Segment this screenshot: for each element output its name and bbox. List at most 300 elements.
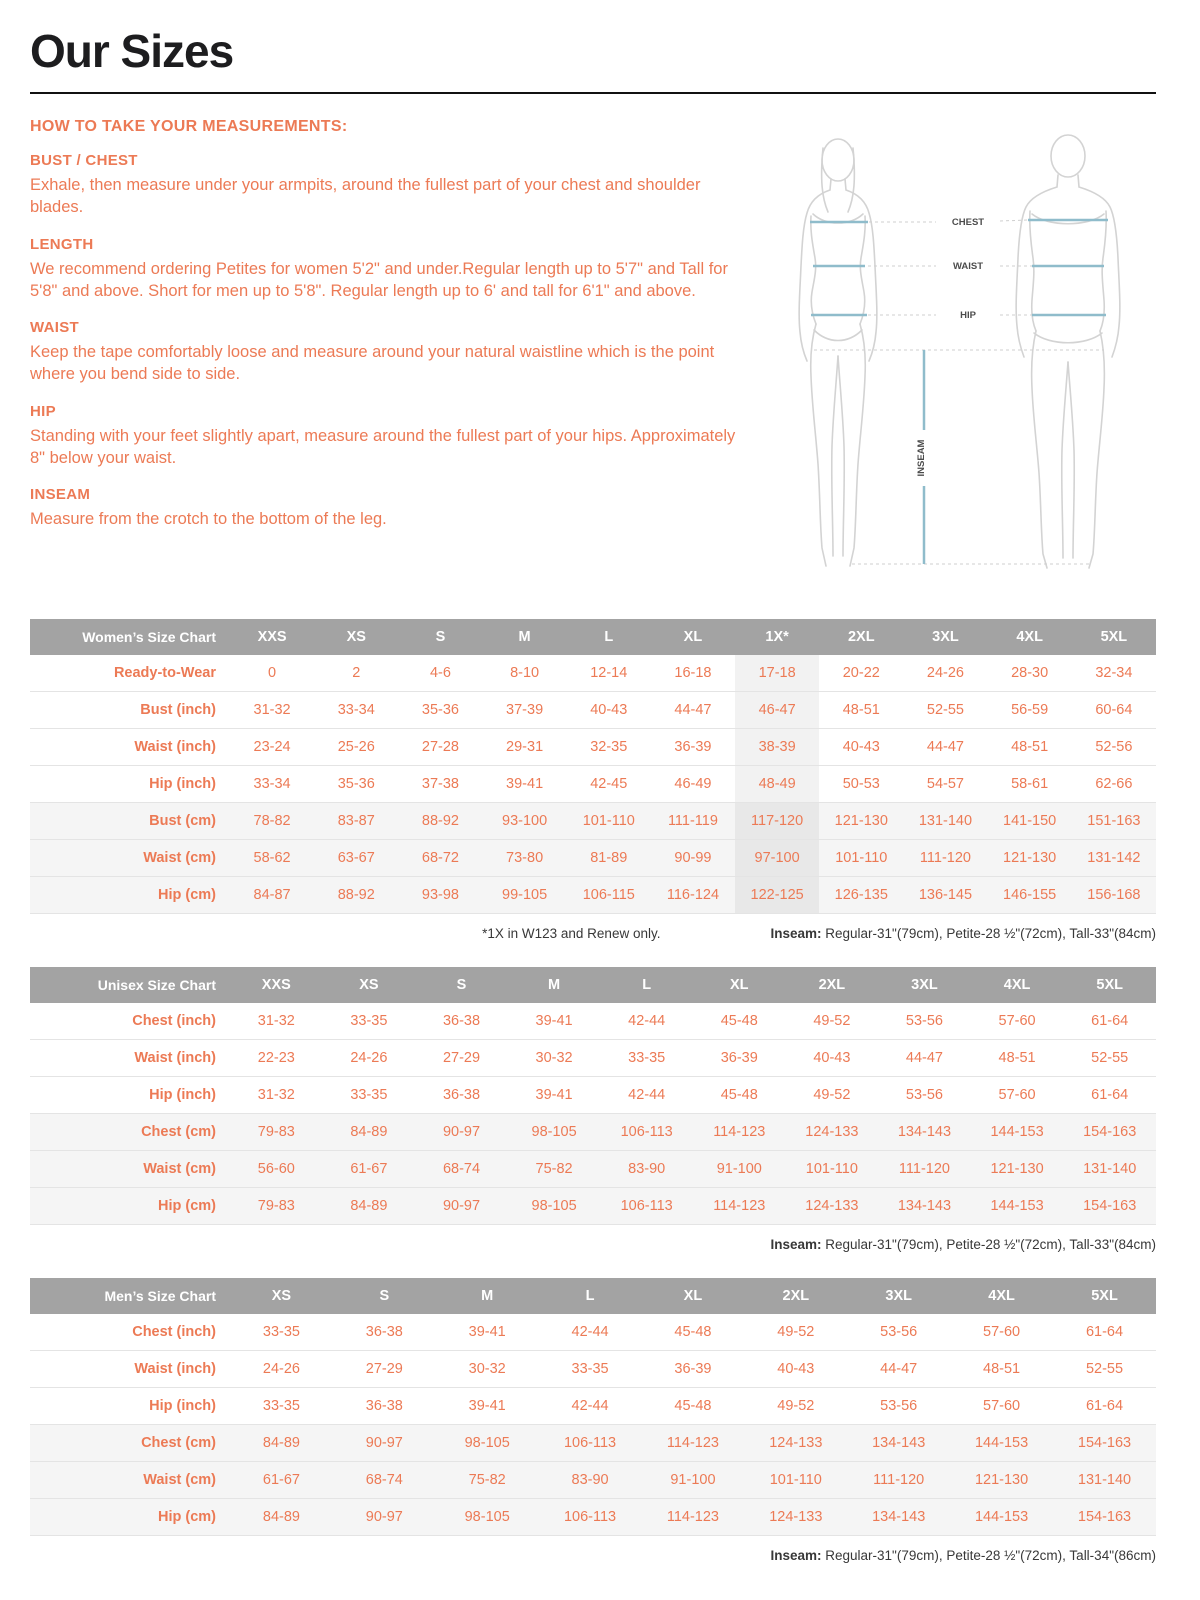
size-value: 36-38 — [442, 1087, 481, 1103]
size-value: 2 — [352, 665, 361, 681]
size-value: 154-163 — [1077, 1509, 1132, 1525]
size-value: 22-23 — [257, 1050, 295, 1066]
instruction-title: INSEAM — [30, 486, 91, 504]
size-row — [30, 1040, 1156, 1077]
size-value: 44-47 — [926, 739, 964, 755]
size-column-header: M — [483, 619, 567, 655]
size-value: 31-32 — [257, 1013, 295, 1029]
size-value: 154-163 — [1083, 1124, 1137, 1140]
size-table — [30, 619, 1156, 914]
size-row — [30, 1188, 1156, 1225]
size-value: 84-87 — [253, 887, 291, 903]
size-value: 141-150 — [1003, 813, 1057, 829]
size-value: 27-29 — [365, 1361, 403, 1377]
size-value: 52-56 — [1095, 739, 1133, 755]
size-value: 40-43 — [777, 1361, 815, 1377]
size-value: 134-143 — [897, 1124, 952, 1140]
row-label: Hip (cm) — [158, 1509, 216, 1525]
size-value: 40-43 — [842, 739, 880, 755]
table-footnote: *1X in W123 and Renew only. — [482, 926, 661, 941]
size-value: 154-163 — [1077, 1435, 1132, 1451]
size-value: 24-26 — [262, 1361, 300, 1377]
size-value: 56-59 — [1011, 702, 1049, 718]
size-value: 39-41 — [535, 1013, 573, 1029]
size-value: 84-89 — [262, 1509, 300, 1525]
size-value: 101-110 — [835, 850, 888, 866]
size-value: 84-89 — [262, 1435, 300, 1451]
size-row — [30, 1077, 1156, 1114]
size-value: 75-82 — [468, 1472, 506, 1488]
size-value: 42-44 — [571, 1398, 609, 1414]
size-column-header: 5XL — [1063, 967, 1156, 1003]
size-value: 88-92 — [337, 887, 375, 903]
instruction-body: Standing with your feet slightly apart, measure around the fullest part of your hips. Approximately 8" below your waist. — [30, 426, 736, 467]
size-column-header: XL — [642, 1278, 745, 1314]
instruction-title: WAIST — [30, 319, 79, 337]
size-value: 45-48 — [674, 1324, 712, 1340]
row-label: Chest (cm) — [141, 1124, 216, 1140]
size-value: 40-43 — [813, 1050, 851, 1066]
size-value: 54-57 — [926, 776, 964, 792]
row-label: Waist (cm) — [143, 850, 216, 866]
size-column-header: L — [600, 967, 693, 1003]
size-row — [30, 877, 1156, 914]
size-column-header: 2XL — [786, 967, 879, 1003]
size-value: 30-32 — [535, 1050, 573, 1066]
size-value: 35-36 — [421, 702, 459, 718]
body-diagram — [756, 118, 1156, 588]
size-column-header: S — [415, 967, 508, 1003]
size-value: 23-24 — [253, 739, 291, 755]
size-value: 156-168 — [1087, 887, 1141, 903]
size-column-header: S — [333, 1278, 436, 1314]
size-value: 57-60 — [983, 1398, 1021, 1414]
size-value: 131-140 — [918, 813, 973, 829]
size-value: 4-6 — [429, 665, 451, 681]
size-value: 36-38 — [365, 1398, 403, 1414]
size-value: 33-35 — [571, 1361, 609, 1377]
size-row — [30, 1151, 1156, 1188]
size-value: 35-36 — [337, 776, 375, 792]
measurement-instructions — [30, 118, 740, 547]
size-value: 68-72 — [421, 850, 459, 866]
chest-label: CHEST — [951, 217, 985, 228]
size-row — [30, 803, 1156, 840]
size-value: 136-145 — [918, 887, 973, 903]
size-value: 36-38 — [365, 1324, 403, 1340]
size-value: 37-38 — [421, 776, 459, 792]
instruction-body: Exhale, then measure under your armpits, around the fullest part of your chest and shoulder blades. — [30, 176, 701, 217]
row-label: Chest (inch) — [132, 1013, 216, 1029]
size-value: 36-39 — [674, 1361, 712, 1377]
instruction-section — [30, 236, 740, 303]
size-value: 27-28 — [421, 739, 459, 755]
waist-label: WAIST — [952, 261, 984, 272]
size-value: 44-47 — [905, 1050, 943, 1066]
size-value: 79-83 — [257, 1124, 295, 1140]
size-value: 48-51 — [1011, 739, 1049, 755]
size-value: 61-64 — [1085, 1324, 1124, 1340]
instructions-heading: HOW TO TAKE YOUR MEASUREMENTS: — [30, 118, 348, 135]
size-value: 93-100 — [502, 813, 548, 829]
size-value: 33-35 — [628, 1050, 666, 1066]
size-column-header: 3XL — [847, 1278, 950, 1314]
inseam-label: INSEAM — [916, 439, 927, 477]
size-row — [30, 1114, 1156, 1151]
size-value: 31-32 — [257, 1087, 295, 1103]
size-value: 98-105 — [464, 1435, 510, 1451]
size-value: 36-39 — [720, 1050, 758, 1066]
size-value: 134-143 — [897, 1198, 952, 1214]
hip-label: HIP — [960, 310, 976, 321]
row-label: Ready-to-Wear — [113, 665, 216, 681]
table-footnotes — [30, 1237, 1156, 1252]
row-label: Waist (inch) — [134, 1361, 216, 1377]
size-value: 111-120 — [873, 1472, 925, 1488]
size-value: 36-38 — [442, 1013, 481, 1029]
male-figure-outline — [1016, 135, 1120, 568]
size-value: 83-87 — [337, 813, 375, 829]
size-value: 131-142 — [1087, 850, 1141, 866]
size-column-header: XXS — [230, 967, 323, 1003]
size-value: 83-90 — [628, 1161, 666, 1177]
size-value: 117-120 — [735, 803, 819, 840]
size-value: 52-55 — [1091, 1050, 1129, 1066]
size-value: 12-14 — [590, 665, 628, 681]
size-value: 73-80 — [506, 850, 544, 866]
table-title: Women’s Size Chart — [30, 619, 230, 655]
size-value: 58-61 — [1011, 776, 1049, 792]
size-value: 39-41 — [506, 776, 544, 792]
size-value: 49-52 — [813, 1013, 851, 1029]
size-value: 84-89 — [350, 1198, 388, 1214]
size-value: 30-32 — [468, 1361, 506, 1377]
size-value: 111-120 — [919, 850, 971, 866]
size-value: 75-82 — [535, 1161, 573, 1177]
size-value: 61-67 — [262, 1472, 300, 1488]
size-value: 144-153 — [974, 1509, 1029, 1525]
instruction-section — [30, 319, 740, 386]
size-row — [30, 729, 1156, 766]
size-row — [30, 1425, 1156, 1462]
instruction-sections — [30, 152, 740, 530]
instruction-body: We recommend ordering Petites for women 5'2" and under.Regular length up to 5'7" and Tall for 5'8" and above. Short for men up to 5'8". Regular length up to 6' and tall for 6'1" and above. — [30, 259, 728, 300]
size-value: 83-90 — [571, 1472, 609, 1488]
size-value: 124-133 — [769, 1435, 823, 1451]
instruction-body: Measure from the crotch to the bottom of the leg. — [30, 510, 387, 529]
size-value: 121-130 — [974, 1472, 1029, 1488]
size-value: 98-105 — [464, 1509, 510, 1525]
size-value: 31-32 — [253, 702, 291, 718]
size-value: 33-35 — [262, 1324, 300, 1340]
size-column-header: 3XL — [903, 619, 987, 655]
size-value: 49-52 — [813, 1087, 851, 1103]
size-column-header: 5XL — [1072, 619, 1156, 655]
size-value: 38-39 — [735, 729, 819, 766]
row-label: Waist (inch) — [134, 739, 216, 755]
size-value: 57-60 — [983, 1324, 1021, 1340]
womens-size-chart — [30, 619, 1156, 941]
inseam-note: Inseam: Regular-31"(79cm), Petite-28 ½"(72cm), Tall-33"(84cm) — [770, 926, 1156, 941]
size-value: 42-44 — [571, 1324, 609, 1340]
size-value: 53-56 — [880, 1324, 918, 1340]
size-row — [30, 1351, 1156, 1388]
size-value: 78-82 — [253, 813, 291, 829]
size-value: 33-34 — [337, 702, 375, 718]
size-value: 90-97 — [442, 1124, 481, 1140]
size-value: 124-133 — [805, 1124, 859, 1140]
size-value: 29-31 — [506, 739, 544, 755]
size-column-header: 4XL — [950, 1278, 1053, 1314]
size-value: 33-35 — [350, 1013, 388, 1029]
size-value: 48-51 — [983, 1361, 1021, 1377]
size-column-header: M — [436, 1278, 539, 1314]
unisex-size-chart — [30, 967, 1156, 1252]
size-value: 144-153 — [990, 1198, 1044, 1214]
size-value: 106-113 — [620, 1124, 673, 1140]
table-title: Unisex Size Chart — [30, 967, 230, 1003]
row-label: Waist (inch) — [134, 1050, 216, 1066]
size-column-header: XL — [693, 967, 786, 1003]
size-value: 122-125 — [735, 877, 819, 914]
size-value: 57-60 — [998, 1013, 1036, 1029]
size-value: 106-113 — [563, 1509, 617, 1525]
size-value: 42-45 — [590, 776, 628, 792]
size-value: 124-133 — [769, 1509, 823, 1525]
size-value: 45-48 — [674, 1398, 712, 1414]
table-footnotes — [30, 1548, 1156, 1563]
size-column-header: S — [398, 619, 482, 655]
row-label: Waist (cm) — [143, 1161, 216, 1177]
size-value: 8-10 — [510, 665, 540, 681]
size-value: 42-44 — [628, 1013, 666, 1029]
size-value: 154-163 — [1083, 1198, 1137, 1214]
size-row — [30, 1499, 1156, 1536]
size-value: 91-100 — [716, 1161, 762, 1177]
size-value: 90-99 — [674, 850, 712, 866]
size-value: 45-48 — [720, 1013, 758, 1029]
size-value: 99-105 — [502, 887, 548, 903]
size-column-header: 3XL — [878, 967, 971, 1003]
size-row — [30, 1388, 1156, 1425]
size-value: 52-55 — [926, 702, 964, 718]
size-value: 33-35 — [262, 1398, 300, 1414]
size-value: 111-119 — [667, 813, 718, 829]
size-value: 36-39 — [674, 739, 712, 755]
size-row — [30, 1462, 1156, 1499]
size-value: 124-133 — [805, 1198, 859, 1214]
size-value: 0 — [268, 665, 277, 681]
page-title: Our Sizes — [30, 25, 234, 77]
size-value: 81-89 — [590, 850, 628, 866]
mens-size-chart — [30, 1278, 1156, 1563]
size-value: 121-130 — [1003, 850, 1057, 866]
size-column-header: XL — [651, 619, 735, 655]
size-value: 53-56 — [905, 1087, 943, 1103]
size-row — [30, 766, 1156, 803]
size-value: 101-110 — [805, 1161, 858, 1177]
size-value: 126-135 — [834, 887, 888, 903]
size-value: 144-153 — [990, 1124, 1044, 1140]
size-value: 90-97 — [365, 1435, 403, 1451]
size-column-header: 2XL — [819, 619, 903, 655]
inseam-note: Inseam: Regular-31"(79cm), Petite-28 ½"(72cm), Tall-34"(86cm) — [770, 1548, 1156, 1563]
size-column-header: 4XL — [971, 967, 1064, 1003]
size-value: 121-130 — [834, 813, 888, 829]
row-label: Hip (cm) — [158, 1198, 216, 1214]
measurement-diagram — [756, 118, 1156, 593]
size-row — [30, 692, 1156, 729]
row-label: Hip (inch) — [149, 1087, 216, 1103]
size-value: 114-123 — [713, 1198, 766, 1214]
size-value: 33-34 — [253, 776, 291, 792]
size-value: 56-60 — [257, 1161, 295, 1177]
row-label: Bust (cm) — [149, 813, 216, 829]
size-value: 42-44 — [628, 1087, 666, 1103]
size-value: 50-53 — [842, 776, 880, 792]
size-value: 46-47 — [735, 692, 819, 729]
size-value: 106-113 — [563, 1435, 617, 1451]
size-value: 101-110 — [582, 813, 635, 829]
size-tables — [30, 619, 1156, 1563]
inseam-note: Inseam: Regular-31"(79cm), Petite-28 ½"(72cm), Tall-33"(84cm) — [770, 1237, 1156, 1252]
size-value: 28-30 — [1011, 665, 1049, 681]
size-column-header: L — [539, 1278, 642, 1314]
size-value: 93-98 — [421, 887, 459, 903]
size-value: 91-100 — [670, 1472, 716, 1488]
size-value: 98-105 — [531, 1124, 577, 1140]
size-value: 49-52 — [777, 1398, 815, 1414]
size-value: 48-49 — [735, 766, 819, 803]
table-footnotes — [30, 926, 1156, 941]
size-value: 90-97 — [365, 1509, 403, 1525]
size-column-header: M — [508, 967, 601, 1003]
size-value: 88-92 — [421, 813, 459, 829]
size-value: 48-51 — [998, 1050, 1036, 1066]
size-row — [30, 1003, 1156, 1040]
size-value: 114-123 — [666, 1509, 719, 1525]
size-value: 37-39 — [506, 702, 544, 718]
row-label: Hip (inch) — [149, 1398, 216, 1414]
size-table — [30, 967, 1156, 1225]
size-value: 63-67 — [337, 850, 375, 866]
size-value: 52-55 — [1085, 1361, 1124, 1377]
size-row — [30, 840, 1156, 877]
size-value: 60-64 — [1095, 702, 1133, 718]
size-value: 24-26 — [350, 1050, 388, 1066]
size-column-header: 5XL — [1053, 1278, 1156, 1314]
size-value: 68-74 — [365, 1472, 403, 1488]
instruction-section — [30, 486, 740, 530]
size-value: 111-120 — [898, 1161, 950, 1177]
size-value: 48-51 — [842, 702, 880, 718]
size-value: 68-74 — [442, 1161, 481, 1177]
size-value: 144-153 — [974, 1435, 1029, 1451]
title-divider — [30, 92, 1156, 94]
size-column-header: 4XL — [988, 619, 1072, 655]
size-value: 98-105 — [531, 1198, 577, 1214]
size-value: 131-140 — [1077, 1472, 1132, 1488]
size-value: 134-143 — [872, 1435, 926, 1451]
size-value: 57-60 — [998, 1087, 1036, 1103]
size-column-header: XS — [314, 619, 398, 655]
row-label: Hip (cm) — [158, 887, 216, 903]
size-value: 84-89 — [350, 1124, 388, 1140]
size-column-header: 1X* — [735, 619, 819, 655]
size-value: 79-83 — [257, 1198, 295, 1214]
instruction-section — [30, 403, 740, 470]
instruction-section — [30, 152, 740, 219]
size-value: 106-113 — [620, 1198, 673, 1214]
instruction-title: BUST / CHEST — [30, 152, 138, 169]
size-value: 17-18 — [735, 655, 819, 692]
size-value: 53-56 — [880, 1398, 918, 1414]
size-value: 151-163 — [1087, 813, 1141, 829]
size-value: 53-56 — [905, 1013, 943, 1029]
size-value: 44-47 — [880, 1361, 918, 1377]
size-value: 58-62 — [253, 850, 291, 866]
row-label: Chest (cm) — [141, 1435, 216, 1451]
size-value: 114-123 — [666, 1435, 719, 1451]
size-value: 45-48 — [720, 1087, 758, 1103]
size-value: 121-130 — [990, 1161, 1044, 1177]
size-value: 61-64 — [1091, 1013, 1129, 1029]
size-value: 131-140 — [1083, 1161, 1137, 1177]
row-label: Bust (inch) — [140, 702, 216, 718]
size-column-header: XS — [230, 1278, 333, 1314]
size-value: 116-124 — [666, 887, 720, 903]
size-value: 62-66 — [1095, 776, 1133, 792]
row-label: Chest (inch) — [132, 1324, 216, 1340]
size-value: 97-100 — [735, 840, 819, 877]
size-value: 49-52 — [777, 1324, 815, 1340]
size-row — [30, 1314, 1156, 1351]
size-value: 32-35 — [590, 739, 628, 755]
size-value: 32-34 — [1095, 665, 1133, 681]
size-value: 61-64 — [1085, 1398, 1124, 1414]
size-column-header: XS — [323, 967, 416, 1003]
instruction-body: Keep the tape comfortably loose and measure around your natural waistline which is the point where you bend side to side. — [30, 343, 715, 384]
size-value: 114-123 — [713, 1124, 766, 1140]
row-label: Waist (cm) — [143, 1472, 216, 1488]
size-value: 101-110 — [769, 1472, 822, 1488]
size-value: 20-22 — [842, 665, 880, 681]
size-value: 33-35 — [350, 1087, 388, 1103]
instruction-title: HIP — [30, 402, 56, 420]
size-value: 16-18 — [674, 665, 712, 681]
size-value: 27-29 — [442, 1050, 481, 1066]
size-table — [30, 1278, 1156, 1536]
size-row — [30, 655, 1156, 692]
size-value: 44-47 — [674, 702, 712, 718]
top-section — [30, 118, 1156, 593]
size-value: 39-41 — [468, 1398, 506, 1414]
size-value: 24-26 — [926, 665, 964, 681]
size-column-header: XXS — [230, 619, 314, 655]
size-column-header: L — [567, 619, 651, 655]
table-title: Men’s Size Chart — [30, 1278, 230, 1314]
female-figure-outline — [799, 139, 877, 566]
size-column-header: 2XL — [744, 1278, 847, 1314]
row-label: Hip (inch) — [149, 776, 216, 792]
size-value: 25-26 — [337, 739, 375, 755]
size-value: 61-67 — [350, 1161, 388, 1177]
size-value: 39-41 — [468, 1324, 506, 1340]
size-value: 61-64 — [1091, 1087, 1129, 1103]
size-value: 39-41 — [535, 1087, 573, 1103]
size-value: 146-155 — [1003, 887, 1057, 903]
instruction-title: LENGTH — [30, 235, 94, 253]
